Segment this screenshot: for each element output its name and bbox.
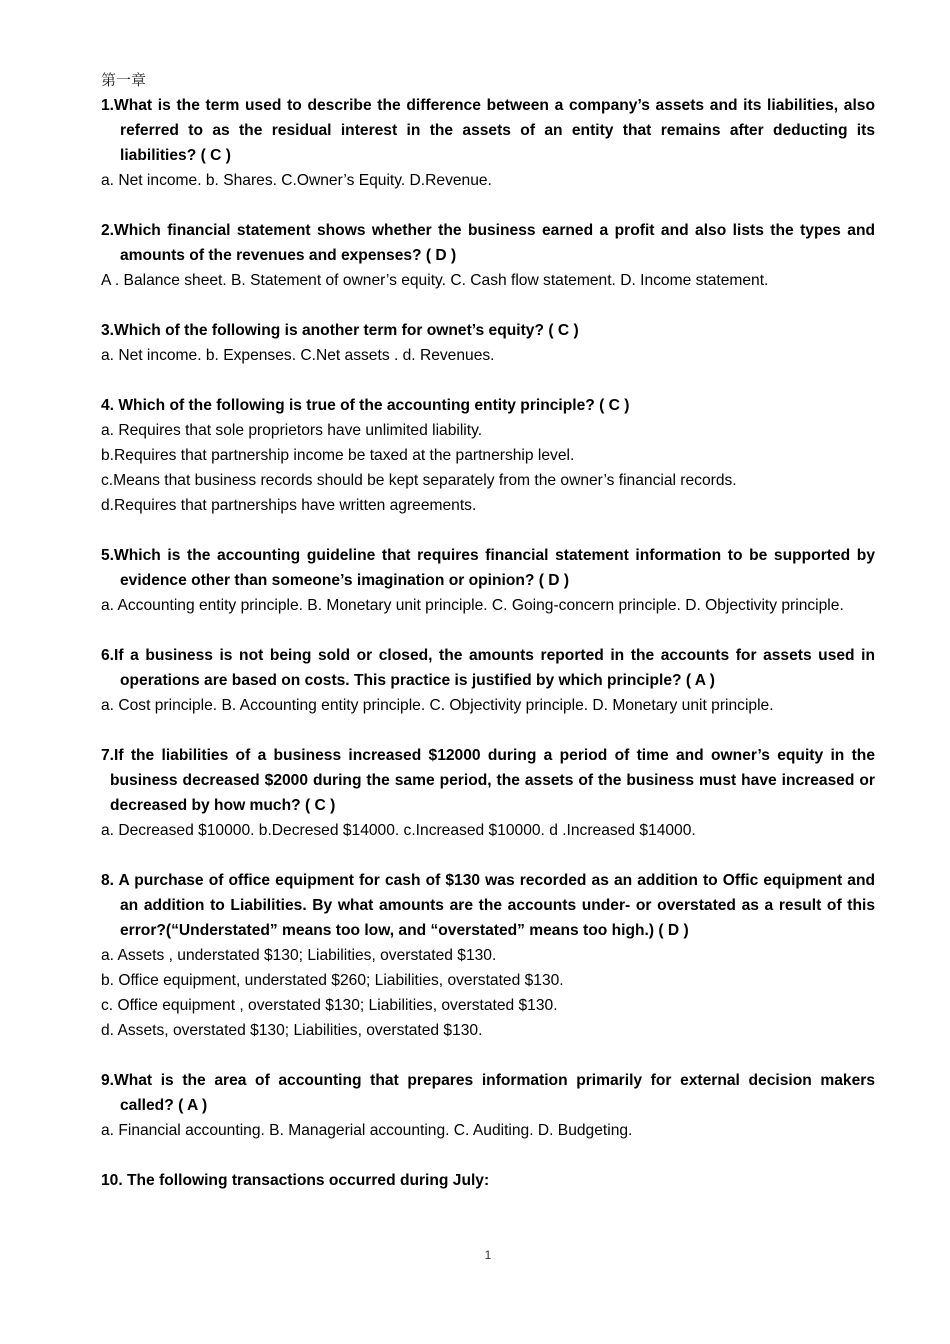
- question-block: [101, 318, 875, 368]
- question-list: [101, 93, 875, 1193]
- question-text: 3.Which of the following is another term for ownet’s equity? ( C ): [101, 322, 579, 339]
- answer-options: a. Requires that sole proprietors have unlimited liability.: [101, 422, 483, 439]
- chapter-heading: 第一章: [101, 71, 147, 89]
- question-block: [101, 93, 875, 193]
- question-text: 1.What is the term used to describe the difference between a company’s assets and its liabilities, also referred to as the residual interest in the assets of an entity that remains after deducting its liabilities? ( C ): [101, 97, 875, 164]
- question-text: 9.What is the area of accounting that prepares information primarily for external decision makers called? ( A ): [101, 1072, 875, 1114]
- question-block: [101, 218, 875, 293]
- spacer: [101, 618, 875, 643]
- answer-options: d.Requires that partnerships have written agreements.: [101, 497, 477, 514]
- spacer: [101, 1143, 875, 1168]
- answer-options: a. Decreased $10000. b.Decresed $14000. c.Increased $10000. d .Increased $14000.: [101, 822, 696, 839]
- answer-options: a. Cost principle. B. Accounting entity principle. C. Objectivity principle. D. Monetary unit principle.: [101, 697, 774, 714]
- question-text: 6.If a business is not being sold or closed, the amounts reported in the accounts for assets used in operations are based on costs. This practice is justified by which principle? ( A ): [101, 647, 875, 689]
- answer-options: b. Office equipment, understated $260; Liabilities, overstated $130.: [101, 972, 564, 989]
- answer-options: d. Assets, overstated $130; Liabilities, overstated $130.: [101, 1022, 483, 1039]
- answer-options: c.Means that business records should be kept separately from the owner’s financial records.: [101, 472, 737, 489]
- page-number: 1: [484, 1248, 492, 1262]
- document-page: [101, 68, 875, 1193]
- question-text: 4. Which of the following is true of the accounting entity principle? ( C ): [101, 397, 630, 414]
- question-block: [101, 393, 875, 518]
- question-text: 10. The following transactions occurred during July:: [101, 1172, 490, 1189]
- question-text: 8. A purchase of office equipment for cash of $130 was recorded as an addition to Offic equipment and an addition to Liabilities. By what amounts are the accounts under- or overstated as a result of this error?(“Understated” means too low, and “overstated” means too high.) ( D ): [101, 872, 875, 939]
- spacer: [101, 193, 875, 218]
- answer-options: a. Net income. b. Expenses. C.Net assets . d. Revenues.: [101, 347, 495, 364]
- question-block: [101, 868, 875, 1043]
- answer-options: a. Net income. b. Shares. C.Owner’s Equity. D.Revenue.: [101, 172, 492, 189]
- question-text: 2.Which financial statement shows whether the business earned a profit and also lists the types and amounts of the revenues and expenses? ( D ): [101, 222, 875, 264]
- spacer: [101, 293, 875, 318]
- spacer: [101, 518, 875, 543]
- question-block: [101, 1068, 875, 1143]
- question-block: [101, 1168, 875, 1193]
- answer-options: a. Assets , understated $130; Liabilities, overstated $130.: [101, 947, 497, 964]
- spacer: [101, 1043, 875, 1068]
- question-block: [101, 743, 875, 843]
- question-text: 7.If the liabilities of a business increased $12000 during a period of time and owner’s equity in the business decreased $2000 during the same period, the assets of the business must have increased or decreased by how much? ( C ): [101, 747, 875, 814]
- answer-options: c. Office equipment , overstated $130; Liabilities, overstated $130.: [101, 997, 558, 1014]
- answer-options: A . Balance sheet. B. Statement of owner’s equity. C. Cash flow statement. D. Income statement.: [101, 272, 769, 289]
- question-block: [101, 543, 875, 618]
- spacer: [101, 718, 875, 743]
- answer-options: a. Financial accounting. B. Managerial accounting. C. Auditing. D. Budgeting.: [101, 1122, 633, 1139]
- spacer: [101, 368, 875, 393]
- answer-options: a. Accounting entity principle. B. Monetary unit principle. C. Going-concern principle. D. Objectivity principle.: [101, 597, 844, 614]
- question-text: 5.Which is the accounting guideline that requires financial statement information to be supported by evidence other than someone’s imagination or opinion? ( D ): [101, 547, 875, 589]
- spacer: [101, 843, 875, 868]
- question-block: [101, 643, 875, 718]
- answer-options: b.Requires that partnership income be taxed at the partnership level.: [101, 447, 575, 464]
